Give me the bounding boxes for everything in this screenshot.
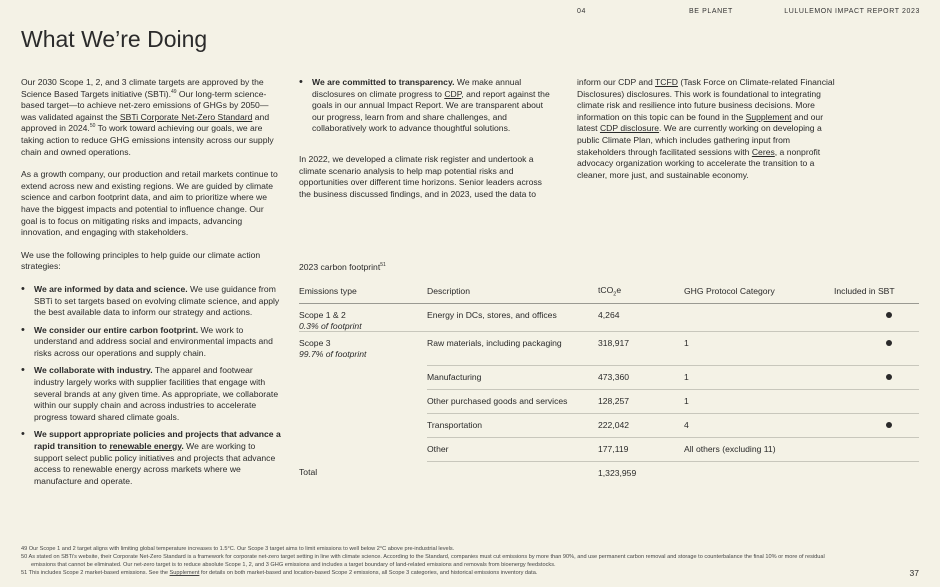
desc-cell: Other <box>427 437 598 461</box>
list-item: • We support appropriate policies and projects that advance a rapid transition to renewable energy. We are working to support select public policy initiatives and projects that advance access to renewable energy across markets where we manufacture and operate. <box>21 429 281 487</box>
paragraph-risk-register: In 2022, we developed a climate risk register and undertook a climate scenario analysis to help map potential risks and opportunities over different time horizons. Senior leaders across the business discussed findings, and in 2023, used the data to <box>299 153 542 199</box>
paragraph-disclosures: inform our CDP and TCFD (Task Force on Climate-related Financial Disclosures) disclosures. This work is foundational to integrating climate risk and resilience into future business decisions. More information on this topic can be found in the Supplement and our latest CDP disclosure. We are currently working on developing a public Climate Plan, which includes gathering input from stakeholders through facilitated sessions with Ceres, a nonprofit advocacy organization working to accelerate the transition to a cleaner, more just, and sustainable economy. <box>577 77 835 180</box>
list-item: • We collaborate with industry. The apparel and footwear industry largely works with supplier facilities that engage with several brands at any given time. As appropriate, we collaborate within our supply chain and across industries to accelerate progress toward shared climate goals. <box>21 365 281 423</box>
footnote-51: 51 This includes Scope 2 market-based emissions. See the Supplement for details on both market-based and location-based Scope 2 emissions, all Scope 3 categories, and historical emissions inventory data. <box>21 570 538 576</box>
ghg-cell: All others (excluding 11) <box>684 437 834 461</box>
sbt-cell <box>834 303 919 331</box>
tco-cell: 4,264 <box>598 303 684 331</box>
table-title: 2023 carbon footprint$^{51}$ <box>299 262 386 272</box>
cdp-link[interactable]: CDP <box>444 88 462 99</box>
total-label: Total <box>299 467 318 477</box>
column-middle <box>299 77 551 211</box>
footnote-ref-49[interactable]: 49 <box>170 88 177 95</box>
tco-cell: 177,119 <box>598 437 684 461</box>
sbt-included-dot-icon <box>886 422 892 428</box>
scope-cell: Scope 3 99.7% of footprint <box>299 337 367 359</box>
header-page-index: 04 <box>577 8 586 15</box>
table-row <box>299 303 919 331</box>
list-item: • We are committed to transparency. We make annual disclosures on climate progress to CDP, and report against the goals in our annual Impact Report. We are transparent about our progress, learn from and share challenges, and collaboratively work to advance thoughtful solutions. <box>299 77 551 135</box>
sbt-included-dot-icon <box>886 374 892 380</box>
table-total-row <box>299 461 919 485</box>
paragraph-targets: Our 2030 Scope 1, 2, and 3 climate targets are approved by the Science Based Targets initiative (SBTi).$^{49}$ Our long-term science-based target—to achieve net-zero emissions of GHGs by 2050—was validated against the SBTi Corporate Net-Zero Standard and approved in 2024.50 To work toward achieving our goals, we are taking action to reduce GHG emissions intensity across our supply chain and owned operations. <box>21 77 274 157</box>
desc-cell: Raw materials, including packaging <box>427 331 598 365</box>
ghg-cell: 1 <box>684 389 834 413</box>
table-row <box>299 413 919 437</box>
footnote-49: 49 Our Scope 1 and 2 target aligns with limiting global temperature increases to 1.5°C. Our Scope 3 target aims to limit emissions to well below 2°C above pre-industrial levels. <box>21 546 455 552</box>
footnotes <box>21 545 851 577</box>
desc-cell: Transportation <box>427 413 598 437</box>
ghg-cell: 1 <box>684 365 834 389</box>
desc-cell: Manufacturing <box>427 365 598 389</box>
supplement-link[interactable]: Supplement <box>745 111 792 122</box>
total-tco-cell: 1,323,959 <box>598 467 637 478</box>
tcfd-link[interactable]: TCFD <box>655 77 678 87</box>
ghg-cell: 1 <box>684 331 834 365</box>
tco-cell: 128,257 <box>598 389 684 413</box>
desc-cell: Other purchased goods and services <box>427 389 598 413</box>
carbon-footprint-table <box>299 280 919 485</box>
cdp-disclosure-link[interactable]: CDP disclosure <box>599 123 660 134</box>
tco-cell: 222,042 <box>598 413 684 437</box>
table-row <box>299 437 919 461</box>
tco-cell: 318,917 <box>598 331 684 365</box>
scope-cell: Scope 1 & 2 0.3% of footprint <box>299 303 427 331</box>
table-row <box>299 331 919 365</box>
principles-list <box>21 284 281 488</box>
sbt-included-dot-icon <box>886 340 892 346</box>
header-section-link[interactable]: BE PLANET <box>689 8 733 15</box>
col-header-description: Description <box>427 280 598 303</box>
footnote-ref-51[interactable]: 51 <box>380 262 386 269</box>
desc-cell: Energy in DCs, stores, and offices <box>427 303 598 331</box>
transparency-list <box>299 77 551 135</box>
table-row <box>299 389 919 413</box>
sbt-cell <box>834 437 919 461</box>
sbti-standard-link[interactable]: SBTi Corporate Net-Zero Standard <box>119 111 253 122</box>
footnote-supplement-link[interactable]: Supplement <box>169 570 200 576</box>
ghg-cell <box>684 303 834 331</box>
sbt-cell <box>834 331 919 365</box>
paragraph-principles-intro: We use the following principles to help guide our climate action strategies: <box>21 249 261 272</box>
footnote-ref-50[interactable]: 50 <box>89 123 96 130</box>
sbt-cell <box>834 365 919 389</box>
header-report-title[interactable]: LULULEMON IMPACT REPORT 2023 <box>784 8 920 15</box>
sbt-included-dot-icon <box>886 312 892 318</box>
ghg-cell: 4 <box>684 413 834 437</box>
renewable-energy-link[interactable]: renewable energy <box>109 441 182 452</box>
page-number: 37 <box>909 568 919 578</box>
table-row <box>299 365 919 389</box>
list-item: • We consider our entire carbon footprint. We work to understand and address social and environmental impacts and risks across our operations and supply chain. <box>21 325 281 360</box>
col-header-ghg-category: GHG Protocol Category <box>684 280 834 303</box>
col-header-included-sbt: Included in SBT <box>834 280 919 303</box>
col-header-tco2e: tCO$_2$e <box>598 280 684 303</box>
sbt-cell <box>834 389 919 413</box>
sbt-cell <box>834 413 919 437</box>
col-header-emissions-type: Emissions type <box>299 280 427 303</box>
page-title: What We’re Doing <box>21 26 208 52</box>
list-item: • We are informed by data and science. We use guidance from SBTi to set targets based on evolving climate science, and apply the best available data to inform our strategy and actions. <box>21 284 281 319</box>
column-right <box>577 77 835 192</box>
paragraph-growth: As a growth company, our production and retail markets continue to extend across new and existing regions. We are guided by climate science and carbon footprint data, and aim to prioritize where we have the biggest impacts and potential to influence change. Our goal is to focus on mitigating risks and impacts, advancing innovation, and engaging with stakeholders. <box>21 169 278 238</box>
tco-cell: 473,360 <box>598 365 684 389</box>
footnote-50: 50 As stated on SBTi’s website, their Corporate Net-Zero Standard is a framework for corporate net-zero target setting in line with climate science. According to the Standard, companies must cut emissions by more than 90%, and use permanent carbon removal and storage to counterbalance the final 10% or more of residual emissions that cannot be eliminated. Our net-zero target is to reduce absolute Scope 1, 2, and 3 GHG emissions and includes a target boundary of land-related emissions and removals from bioenergy feedstocks. <box>21 554 825 568</box>
ceres-link[interactable]: Ceres <box>751 146 775 157</box>
column-left <box>21 77 281 493</box>
table-header-row <box>299 280 919 303</box>
